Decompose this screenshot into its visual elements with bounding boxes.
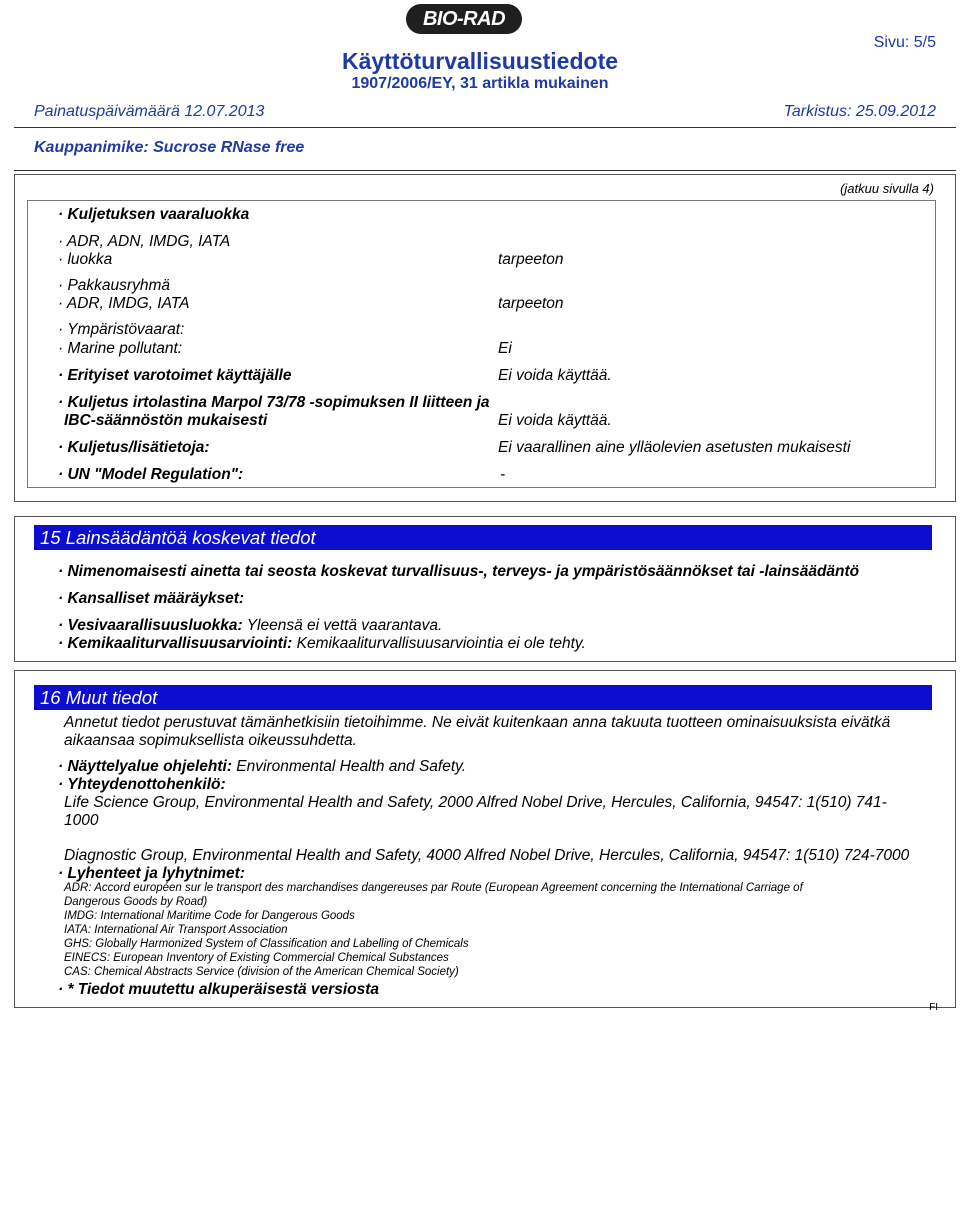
continued-note: (jatkuu sivulla 4): [840, 181, 934, 196]
abbr-imdg: IMDG: International Maritime Code for Dangerous Goods: [64, 910, 355, 922]
abbr-ghs: GHS: Globally Harmonized System of Classification and Labelling of Chemicals: [64, 938, 469, 950]
section-15-title: 15 Lainsäädäntöä koskevat tiedot: [40, 527, 316, 548]
header-divider: [14, 127, 956, 128]
section-16-title: 16 Muut tiedot: [40, 687, 158, 708]
document-subtitle: 1907/2006/EY, 31 artikla mukainen: [351, 75, 609, 92]
bulk-transport-label: · Kuljetus irtolastina Marpol 73/78 -sopimuksen II liitteen ja: [58, 394, 490, 411]
product-name: Kauppanimike: Sucrose RNase free: [34, 139, 305, 156]
chemical-safety-label: · Kemikaaliturvallisuusarviointi:: [58, 635, 293, 652]
contact-life-science-2: 1000: [64, 812, 99, 829]
chemical-safety-assessment: [58, 635, 586, 653]
abbr-iata: IATA: International Air Transport Association: [64, 924, 288, 936]
transport-info-label: · Kuljetus/lisätietoja:: [58, 439, 210, 456]
class-label: · luokka: [58, 251, 113, 268]
issuing-department-label: · Näyttelyalue ohjelehti:: [58, 758, 232, 775]
un-model-regulation-value: -: [500, 466, 506, 483]
abbreviations-label: · Lyhenteet ja lyhytnimet:: [58, 865, 245, 882]
product-divider: [14, 170, 956, 171]
chemical-safety-value: Kemikaaliturvallisuusarviointia ei ole tehty.: [296, 635, 586, 652]
packing-group-value: tarpeeton: [498, 295, 564, 312]
national-regulations-label: · Kansalliset määräykset:: [58, 590, 245, 607]
un-model-regulation-label: · UN "Model Regulation":: [58, 466, 244, 483]
packing-group-regs: · ADR, IMDG, IATA: [58, 295, 190, 312]
section-15-heading: [34, 525, 936, 550]
class-value: tarpeeton: [498, 251, 564, 268]
water-hazard-value: Yleensä ei vettä vaarantava.: [246, 617, 443, 634]
bulk-transport-label-2: IBC-säännöstön mukaisesti: [64, 412, 268, 429]
disclaimer-line-2: aikaansaa sopimuksellista oikeussuhdetta.: [64, 732, 357, 749]
bulk-transport-value: Ei voida käyttää.: [498, 412, 612, 429]
transport-class-label: · Kuljetuksen vaaraluokka: [58, 206, 250, 223]
heading-bar: [932, 525, 936, 550]
regulations-label: · Nimenomaisesti ainetta tai seosta koskevat turvallisuus-, terveys- ja ympäristösäännökset tai -lainsäädäntö: [58, 563, 860, 580]
language-code: FI: [929, 1002, 938, 1013]
water-hazard-label: · Vesivaarallisuusluokka:: [58, 617, 243, 634]
environmental-hazards-label: · Ympäristövaarat:: [58, 321, 185, 338]
abbr-einecs: EINECS: European Inventory of Existing Commercial Chemical Substances: [64, 952, 449, 964]
transport-info-value: Ei vaarallinen aine ylläolevien asetusten mukaisesti: [498, 439, 851, 456]
issuing-department-value: Environmental Health and Safety.: [236, 758, 467, 775]
water-hazard-class: [58, 617, 442, 635]
bio-rad-logo: BIO-RAD: [406, 4, 522, 34]
special-precautions-value: Ei voida käyttää.: [498, 367, 612, 384]
abbr-adr-2: Dangerous Goods by Road): [64, 896, 208, 908]
issuing-department: [58, 758, 466, 776]
print-date: Painatuspäivämäärä 12.07.2013: [34, 103, 265, 120]
section-16-heading: [34, 685, 936, 710]
marine-pollutant-label: · Marine pollutant:: [58, 340, 183, 357]
contact-label: · Yhteydenottohenkilö:: [58, 776, 226, 793]
heading-bar: [932, 685, 936, 710]
contact-diagnostic: Diagnostic Group, Environmental Health and Safety, 4000 Alfred Nobel Drive, Hercules, California, 94547: 1(510) 724-7000: [64, 847, 910, 864]
changed-note: · * Tiedot muutettu alkuperäisestä versiosta: [58, 981, 380, 998]
document-title: Käyttöturvallisuustiedote: [341, 48, 619, 74]
abbr-cas: CAS: Chemical Abstracts Service (division of the American Chemical Society): [64, 966, 459, 978]
transport-class-regs: · ADR, ADN, IMDG, IATA: [58, 233, 231, 250]
contact-life-science-1: Life Science Group, Environmental Health and Safety, 2000 Alfred Nobel Drive, Hercules, California, 94547: 1(510) 741-: [64, 794, 887, 811]
packing-group-label: · Pakkausryhmä: [58, 277, 170, 294]
special-precautions-label: · Erityiset varotoimet käyttäjälle: [58, 367, 292, 384]
page-number: Sivu: 5/5: [873, 34, 936, 51]
disclaimer-line-1: Annetut tiedot perustuvat tämänhetkisiin tietoihimme. Ne eivät kuitenkaan anna takuuta tuotteen ominaisuuksista eivätkä: [64, 714, 891, 731]
revision-date: Tarkistus: 25.09.2012: [783, 103, 936, 120]
abbr-adr-1: ADR: Accord européen sur le transport des marchandises dangereuses par Route (European Agreement concerning the International Carriage of: [64, 882, 803, 894]
marine-pollutant-value: Ei: [498, 340, 512, 357]
